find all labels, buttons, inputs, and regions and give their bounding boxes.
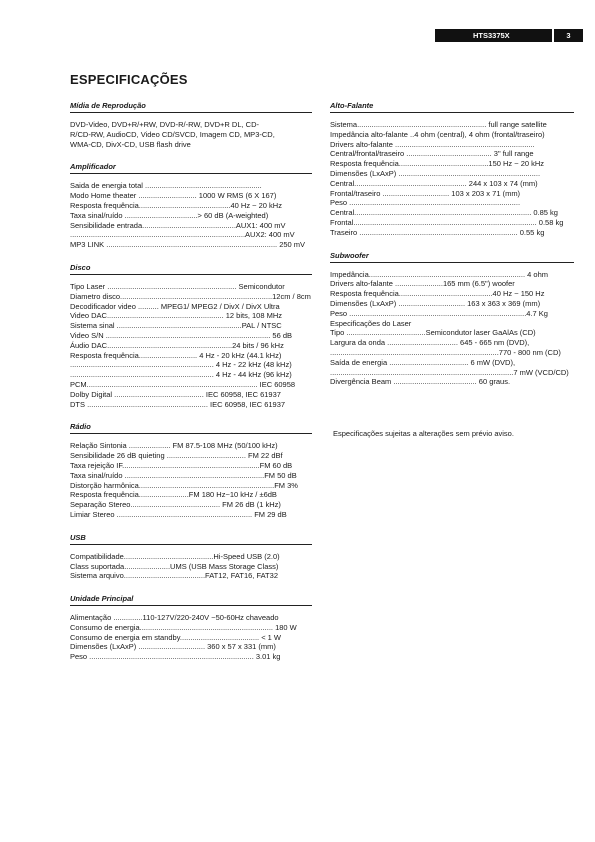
spec-line: R/CD-RW, AudioCD, Video CD/SVCD, Imagem CD, MP3-CD,	[70, 129, 275, 139]
spec-line: Traseiro ............................................................................ 0.55 kg	[330, 227, 545, 237]
spec-line: Largura da onda .................................. 645 - 665 nm (DVD),	[330, 338, 530, 348]
spec-line: WMA-CD, DivX-CD, USB flash drive	[70, 139, 191, 149]
right-column	[330, 101, 574, 400]
spec-line: Dimensões (LxAxP) ................................ 163 x 363 x 369 (mm)	[330, 298, 541, 308]
section-heading: Subwoofer	[330, 251, 574, 263]
spec-line: Modo Home theater ............................ 1000 W RMS (6 X 167)	[70, 191, 277, 201]
spec-line: Frontal/traseiro ................................ 103 x 203 x 71 (mm)	[330, 188, 521, 198]
spec-line: Sistema arquivo.......................................FAT12, FAT16, FAT32	[70, 571, 278, 581]
spec-line: Resposta frequência........................FM 180 Hz~10 kHz / ±6dB	[70, 490, 277, 500]
spec-line: Impedância........................................................................... 4 ohm	[330, 269, 548, 279]
spec-line: Central/frontal/traseiro ......................................... 3" full range	[330, 149, 534, 159]
spec-line: Frontal........................................................................................ 0.58 kg	[330, 217, 564, 227]
spec-line: Alimentação ..............110-127V/220-240V ~50-60Hz chaveado	[70, 613, 279, 623]
spec-line: PCM.................................................................................. IEC 60958	[70, 379, 296, 389]
spec-line: ........................................................................................7 mW (VCD/CD)	[330, 367, 569, 377]
spec-line: Áudio DAC............................................................24 bits / 96 kHz	[70, 340, 284, 350]
spec-line: Diametro disco.........................................................................12cm / 8cm	[70, 291, 311, 301]
spec-line: Relação Sintonia .................... FM 87.5-108 MHz (50/100 kHz)	[70, 441, 278, 451]
left-column	[70, 101, 312, 675]
spec-line: Decodificador video .......... MPEG1/ MPEG2 / DivX / DivX Ultra	[70, 301, 280, 311]
spec-line: Taxa sinal/ruído ...................................................................FM 50 dB	[70, 470, 297, 480]
spec-line: Sistema sinal ............................................................PAL / NTSC	[70, 321, 282, 331]
spec-line: ..................................................................... 4 Hz - 44 kHz (96 kHz)	[70, 370, 292, 380]
spec-section	[70, 422, 312, 519]
spec-line: Resposta frequência...........................................150 Hz ~ 20 kHz	[330, 159, 545, 169]
spec-line: Impedância alto-falante ..4 ohm (central), 4 ohm (frontal/traseiro)	[330, 129, 545, 139]
disclaimer-note: Especificações sujeitas a alterações sem prévio aviso.	[333, 429, 514, 438]
section-heading: Rádio	[70, 422, 312, 434]
spec-section	[70, 162, 312, 250]
section-heading: Amplificador	[70, 162, 312, 174]
spec-line: Sistema.............................................................. full range satellite	[330, 120, 547, 129]
spec-section	[330, 101, 574, 238]
spec-line: ....................................................................................AUX2: 400 mV	[70, 230, 295, 240]
model-number-tab: HTS3375X	[435, 29, 552, 42]
spec-line: Taxa rejeição IF..................................................................FM 60 dB	[70, 460, 293, 470]
spec-line: Video DAC........................................................ 12 bits, 108 MHz	[70, 311, 283, 321]
spec-line: Distorção harmônica.................................................................FM 3%	[70, 480, 298, 490]
spec-line: Resposta frequência.............................................40 Hz ~ 150 Hz	[330, 289, 545, 299]
spec-line: Resposta frequência............................................40 Hz ~ 20 kHz	[70, 200, 282, 210]
spec-line: Especificações do Laser	[330, 318, 412, 328]
spec-line: Peso ..................................................................................	[330, 198, 521, 208]
spec-line: Central...................................................... 244 x 103 x 74 (mm)	[330, 178, 538, 188]
spec-line: Drivers alto-falante ...................................................................	[330, 139, 535, 149]
section-heading: Alto-Falante	[330, 101, 574, 113]
section-heading: Disco	[70, 263, 312, 275]
spec-line: Saida de energia total ........................................................	[70, 181, 262, 191]
spec-line: Peso .....................................................................................4.7 Kg	[330, 308, 548, 318]
spec-line: Central..................................................................................... 0.85 kg	[330, 208, 558, 218]
spec-section	[70, 263, 312, 409]
spec-line: Drivers alto-falante .......................165 mm (6.5") woofer	[330, 279, 515, 289]
spec-line: Dimensões (LxAxP) ................................ 360 x 57 x 331 (mm)	[70, 642, 276, 652]
spec-line: Dimensões (LxAxP) ....................................................................	[330, 168, 541, 178]
section-heading: USB	[70, 533, 312, 545]
spec-line: Limiar Stereo ................................................................. FM 29 dB	[70, 509, 287, 519]
spec-line: Video S/N ............................................................................... 56 dB	[70, 330, 293, 340]
spec-line: Separação Stereo........................................... FM 26 dB (1 kHz)	[70, 500, 281, 510]
spec-line: Class suportada......................UMS (USB Mass Storage Class)	[70, 561, 279, 571]
spec-section	[70, 101, 312, 149]
spec-line: MP3 LINK .................................................................................. 250 mV	[70, 240, 306, 250]
spec-line: Tipo Laser .............................................................. Semicondutor	[70, 281, 285, 291]
section-heading: Mídia de Reprodução	[70, 101, 312, 113]
spec-section	[70, 594, 312, 662]
section-heading: Unidade Principal	[70, 594, 312, 606]
spec-line: Tipo ......................................Semicondutor laser GaAlAs (CD)	[330, 328, 536, 338]
spec-line: Saída de energia ...................................... 6 mW (DVD),	[330, 357, 516, 367]
spec-line: DVD-Video, DVD+R/+RW, DVD-R/-RW, DVD+R DL, CD-	[70, 120, 259, 129]
spec-line: Resposta frequência............................ 4 Hz - 20 kHz (44.1 kHz)	[70, 350, 282, 360]
spec-line: ..................................................................... 4 Hz - 22 kHz (48 kHz)	[70, 360, 292, 370]
spec-line: Consumo de energia em standby...................................... < 1 W	[70, 632, 281, 642]
spec-line: Divergência Beam ........................................ 60 graus.	[330, 377, 511, 387]
spec-line: Sensibilidade 26 dB quieting ...................................... FM 22 dBf	[70, 451, 283, 461]
page-number-tab: 3	[554, 29, 583, 42]
spec-line: .................................................................................770 - 800 nm (CD)	[330, 347, 561, 357]
spec-line: Dolby Digital ........................................... IEC 60958, IEC 61937	[70, 389, 281, 399]
spec-line: Taxa sinal/ruído ...................................> 60 dB (A-weighted)	[70, 210, 269, 220]
spec-section	[70, 533, 312, 581]
page-title: ESPECIFICAÇÕES	[70, 72, 188, 87]
spec-line: Sensibilidade entrada.............................................AUX1: 400 mV	[70, 220, 286, 230]
spec-line: Compatibilidade...........................................Hi-Speed USB (2.0)	[70, 551, 280, 561]
spec-line: Consumo de energia................................................................ 180 W	[70, 622, 297, 632]
spec-section	[330, 251, 574, 388]
spec-line: Peso ............................................................................... 3.01 kg	[70, 652, 281, 662]
spec-line: DTS .......................................................... IEC 60958, IEC 61937	[70, 399, 286, 409]
